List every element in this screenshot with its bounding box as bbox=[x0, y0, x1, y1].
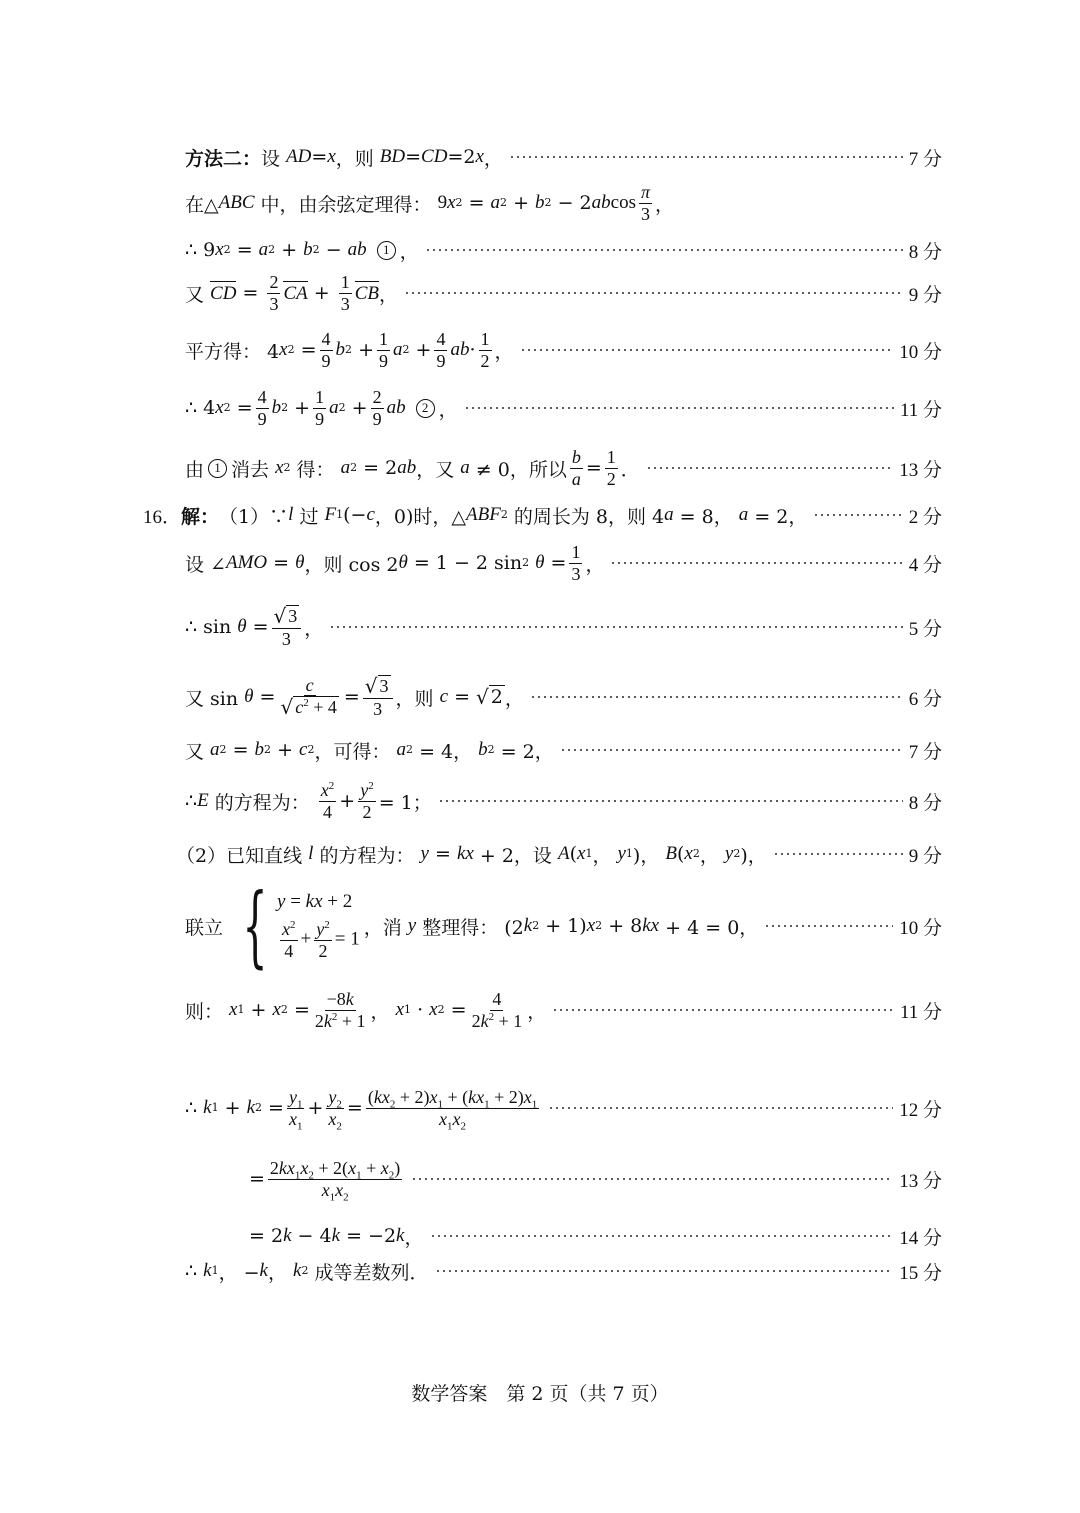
line-body: 方法二： 设 AD = x ，则 BD = CD =2 x ， bbox=[185, 144, 503, 171]
score-points: 2 分 bbox=[908, 506, 942, 528]
line-body: 在△ ABC 中，由余弦定理得： 9 x 2 = a 2 + b 2 − 2 ab cos $\frac{\pi}{3}$ ， bbox=[185, 181, 675, 224]
score-points: 9 分 bbox=[908, 284, 942, 306]
dot-leader bbox=[404, 292, 903, 294]
score-points: 13 分 bbox=[899, 459, 942, 481]
solution-line bbox=[185, 270, 942, 316]
dot-leader bbox=[464, 407, 894, 409]
dot-leader bbox=[773, 853, 903, 855]
solution-line bbox=[185, 180, 942, 226]
score-points: 12 分 bbox=[899, 1099, 942, 1121]
line-body: 又 sin θ = c √ $c^2 + 4$ = √ 3 3 ，则 c = √ 2 ， bbox=[185, 673, 524, 720]
line-body: ∴ k 1 + k 2 = $\frac{y_1}{x_1}$ + $\frac{y_2}{x_2}$ = $\frac{(kx_2 + 2)x_1 + (kx_1 + 2)x_1}{x_1x_2}$ bbox=[185, 1086, 538, 1133]
dot-leader bbox=[509, 156, 903, 158]
score-points: 14 分 bbox=[899, 1227, 942, 1249]
line-body: 16． 解： （1）∵ l 过 F 1 (− c ，0)时，△ ABF 2 的周长为 8，则 4 a = 8， a = 2， bbox=[143, 502, 807, 529]
score-points: 9 分 bbox=[908, 845, 942, 867]
dot-leader bbox=[548, 1107, 893, 1109]
dot-leader bbox=[552, 1009, 894, 1011]
solution-line bbox=[185, 1082, 942, 1134]
solution-line bbox=[185, 445, 942, 491]
line-body: （2）已知直线 l 的方程为： y = kx + 2，设 A ( x 1 ， y 1 )， B ( x 2 ， y 2 )， bbox=[176, 843, 767, 867]
line-body: 由 1 消去 x 2 得： a 2 = 2 ab ，又 a ≠ 0，所以 $\frac{b}{a}$ = $\frac{1}{2}$ ． bbox=[185, 446, 640, 489]
score-points: 11 分 bbox=[899, 1001, 942, 1023]
line-body: ∴ E 的方程为： $\frac{x^2}{4}$ + $\frac{y^2}{2}$ = 1； bbox=[185, 779, 432, 822]
line-body: 又 a 2 = b 2 + c 2 ，可得： a 2 = 4， b 2 = 2， bbox=[185, 739, 554, 763]
solution-line bbox=[185, 236, 942, 264]
dot-leader bbox=[438, 800, 903, 802]
solution-line bbox=[185, 668, 942, 726]
dot-leader bbox=[425, 249, 903, 251]
dot-leader bbox=[411, 1178, 893, 1180]
line-body: ∴ 9 x 2 = a 2 + b 2 − ab 1 ， bbox=[185, 239, 419, 263]
score-points: 13 分 bbox=[899, 1170, 942, 1192]
dot-leader bbox=[610, 562, 902, 564]
dot-leader bbox=[530, 696, 903, 698]
dot-leader bbox=[813, 514, 902, 516]
solution-line bbox=[185, 1222, 942, 1250]
dot-leader bbox=[646, 467, 893, 469]
line-body: 联立 { y = kx + 2 $\frac{x^2}{4}$ + $\frac{y^2}{2}$ = 1 ，消 y 整理得： (2 k 2 + 1) x 2 + 8 kx + 4 = 0， bbox=[185, 874, 759, 977]
score-points: 10 分 bbox=[899, 917, 942, 939]
solution-line bbox=[185, 540, 942, 586]
solution-line bbox=[185, 1257, 942, 1285]
line-body: ∴ 4 x 2 = $\frac{4}{9}$ b 2 + $\frac{1}{9}$ a 2 + $\frac{2}{9}$ ab 2 ， bbox=[185, 386, 458, 429]
score-points: 6 分 bbox=[908, 688, 942, 710]
line-body: ∴ k 1 ， − k ， k 2 成等差数列． bbox=[185, 1260, 429, 1284]
score-points: 8 分 bbox=[908, 792, 942, 814]
solution-line bbox=[185, 736, 942, 764]
solution-line bbox=[143, 501, 942, 529]
solution-line bbox=[185, 143, 942, 171]
dot-leader bbox=[560, 749, 903, 751]
score-points: 10 分 bbox=[899, 341, 942, 363]
score-points: 15 分 bbox=[899, 1262, 942, 1284]
solution-line bbox=[185, 774, 942, 828]
dot-leader bbox=[764, 925, 893, 927]
solution-line bbox=[185, 327, 942, 373]
problem-number: 16． bbox=[143, 506, 182, 528]
system-brace: { y = kx + 2 $\frac{x^2}{4}$ + $\frac{y^2}{2}$ = 1 bbox=[242, 874, 360, 977]
solution-line bbox=[185, 984, 942, 1036]
score-points: 5 分 bbox=[908, 618, 942, 640]
line-body: 又 CD = $\frac{2}{3}$ CA + $\frac{1}{3}$ CB ， bbox=[185, 271, 399, 314]
solution-line bbox=[176, 840, 942, 868]
solution-line bbox=[185, 385, 942, 431]
line-body: ∴ sin θ = √ 3 3 ， bbox=[185, 603, 324, 649]
line-body: 设 ∠ AMO = θ ，则 cos 2 θ = 1 − 2 sin 2 θ = $\frac{1}{3}$ ， bbox=[185, 541, 605, 584]
score-points: 4 分 bbox=[908, 554, 942, 576]
line-body: 则： x 1 + x 2 = $\frac{-8k}{2k^2 + 1}$ ， x 1 · x 2 = $\frac{4}{2k^2 + 1}$ ， bbox=[185, 988, 547, 1031]
method-heading: 方法二： bbox=[185, 147, 262, 170]
score-points: 7 分 bbox=[908, 148, 942, 170]
score-points: 11 分 bbox=[899, 399, 942, 421]
dot-leader bbox=[329, 626, 902, 628]
solution-line bbox=[185, 1152, 942, 1206]
score-points: 8 分 bbox=[908, 241, 942, 263]
line-body: = 2 k − 4 k = −2 k ， bbox=[249, 1225, 424, 1249]
dot-leader bbox=[430, 1235, 894, 1237]
solution-line bbox=[185, 874, 942, 978]
dot-leader bbox=[435, 1270, 894, 1272]
dot-leader bbox=[520, 349, 894, 351]
solution-line bbox=[185, 600, 942, 654]
page-footer: 数学答案 第 2 页（共 7 页） bbox=[411, 1383, 669, 1405]
solution-heading: 解： bbox=[181, 505, 220, 528]
score-points: 7 分 bbox=[908, 741, 942, 763]
line-body: 平方得： 4 x 2 = $\frac{4}{9}$ b 2 + $\frac{1}{9}$ a 2 + $\frac{4}{9}$ ab · $\frac{1}{2}$ ， bbox=[185, 328, 514, 371]
line-body: = $\frac{2kx_1x_2 + 2(x_1 + x_2)}{x_1x_2}$ bbox=[249, 1157, 401, 1204]
